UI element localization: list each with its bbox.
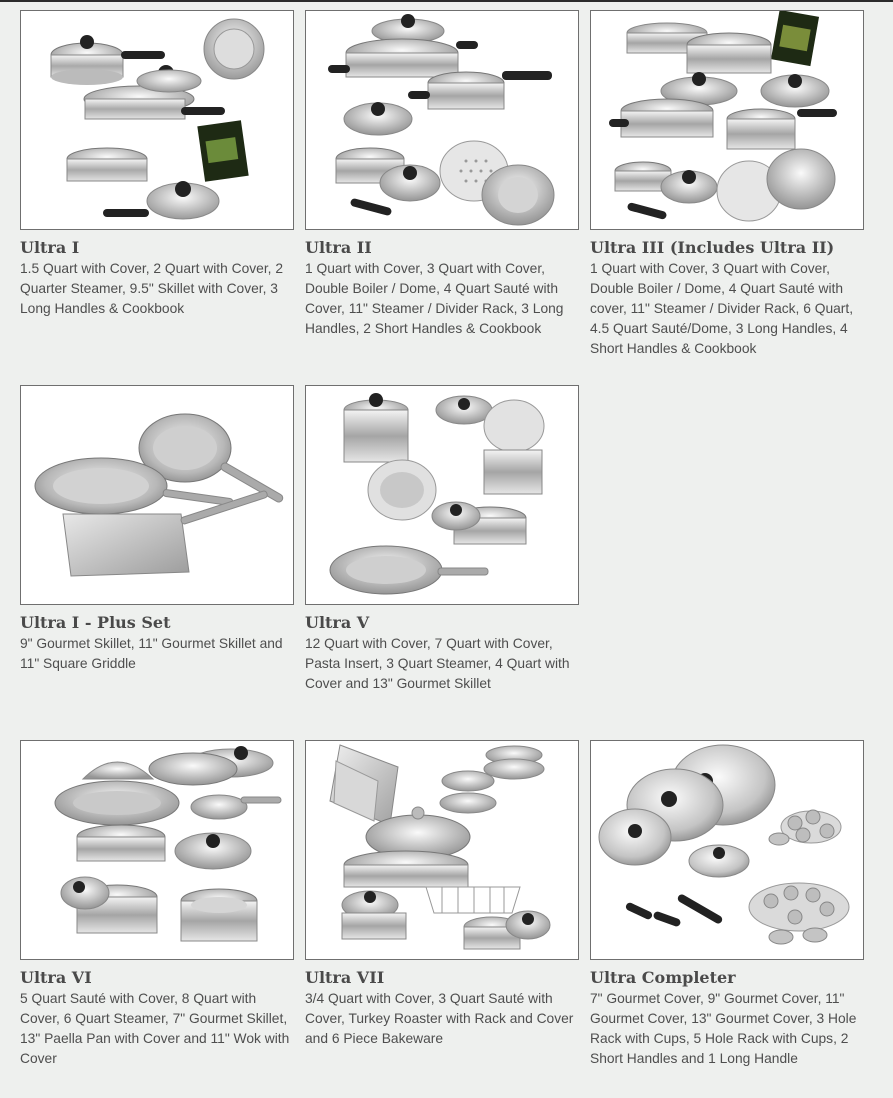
product-image-ultra-iii[interactable] (590, 10, 864, 230)
product-description: 9" Gourmet Skillet, 11" Gourmet Skillet and 11" Square Griddle (20, 636, 283, 671)
product-card-ultra-i-plus[interactable] (20, 385, 295, 674)
product-description: 3/4 Quart with Cover, 3 Quart Sauté with Cover, Turkey Roaster with Rack and Cover and 6 Piece Bakeware (305, 991, 574, 1046)
product-image-ultra-i[interactable] (20, 10, 294, 230)
product-image-ultra-i-plus[interactable] (20, 385, 294, 605)
product-description: 12 Quart with Cover, 7 Quart with Cover, Pasta Insert, 3 Quart Steamer, 4 Quart with Cover and 13" Gourmet Skillet (305, 636, 570, 691)
product-title[interactable]: Ultra II (305, 238, 372, 257)
product-image-ultra-vi[interactable] (20, 740, 294, 960)
product-title[interactable]: Ultra Completer (590, 968, 736, 987)
product-title[interactable]: Ultra VII (305, 968, 385, 987)
product-image-ultra-v[interactable] (305, 385, 579, 605)
product-image-ultra-completer[interactable] (590, 740, 864, 960)
product-title[interactable]: Ultra I (20, 238, 80, 257)
product-title[interactable]: Ultra VI (20, 968, 92, 987)
product-description: 1.5 Quart with Cover, 2 Quart with Cover, 2 Quarter Steamer, 9.5" Skillet with Cover, 3 Long Handles & Cookbook (20, 261, 284, 316)
product-card-ultra-ii[interactable] (305, 10, 580, 339)
product-title[interactable]: Ultra III (Includes Ultra II) (590, 238, 835, 257)
product-description: 1 Quart with Cover, 3 Quart with Cover, Double Boiler / Dome, 4 Quart Sauté with cover, 11" Steamer / Divider Rack, 6 Quart, 4.5 Quart Sauté/Dome, 3 Long Handles, 4 Short Handles & Cookbook (590, 261, 854, 356)
product-card-ultra-vi[interactable] (20, 740, 295, 1069)
product-description: 1 Quart with Cover, 3 Quart with Cover, Double Boiler / Dome, 4 Quart Sauté with Cover, 11" Steamer / Divider Rack, 3 Long Handles, 2 Short Handles & Cookbook (305, 261, 564, 336)
product-card-ultra-v[interactable] (305, 385, 580, 694)
product-card-ultra-vii[interactable] (305, 740, 580, 1049)
product-image-ultra-ii[interactable] (305, 10, 579, 230)
product-card-ultra-i[interactable] (20, 10, 295, 319)
product-description: 5 Quart Sauté with Cover, 8 Quart with Cover, 6 Quart Steamer, 7" Gourmet Skillet, 13" Paella Pan with Cover and 11" Wok with Cover (20, 991, 290, 1066)
product-card-ultra-iii[interactable] (590, 10, 865, 359)
product-description: 7" Gourmet Cover, 9" Gourmet Cover, 11" Gourmet Cover, 13" Gourmet Cover, 3 Hole Rack with Cups, 5 Hole Rack with Cups, 2 Short Handles and 1 Long Handle (590, 991, 857, 1066)
product-title[interactable]: Ultra V (305, 613, 370, 632)
product-card-ultra-completer[interactable] (590, 740, 865, 1069)
product-title[interactable]: Ultra I - Plus Set (20, 613, 171, 632)
top-divider (0, 0, 893, 2)
product-image-ultra-vii[interactable] (305, 740, 579, 960)
